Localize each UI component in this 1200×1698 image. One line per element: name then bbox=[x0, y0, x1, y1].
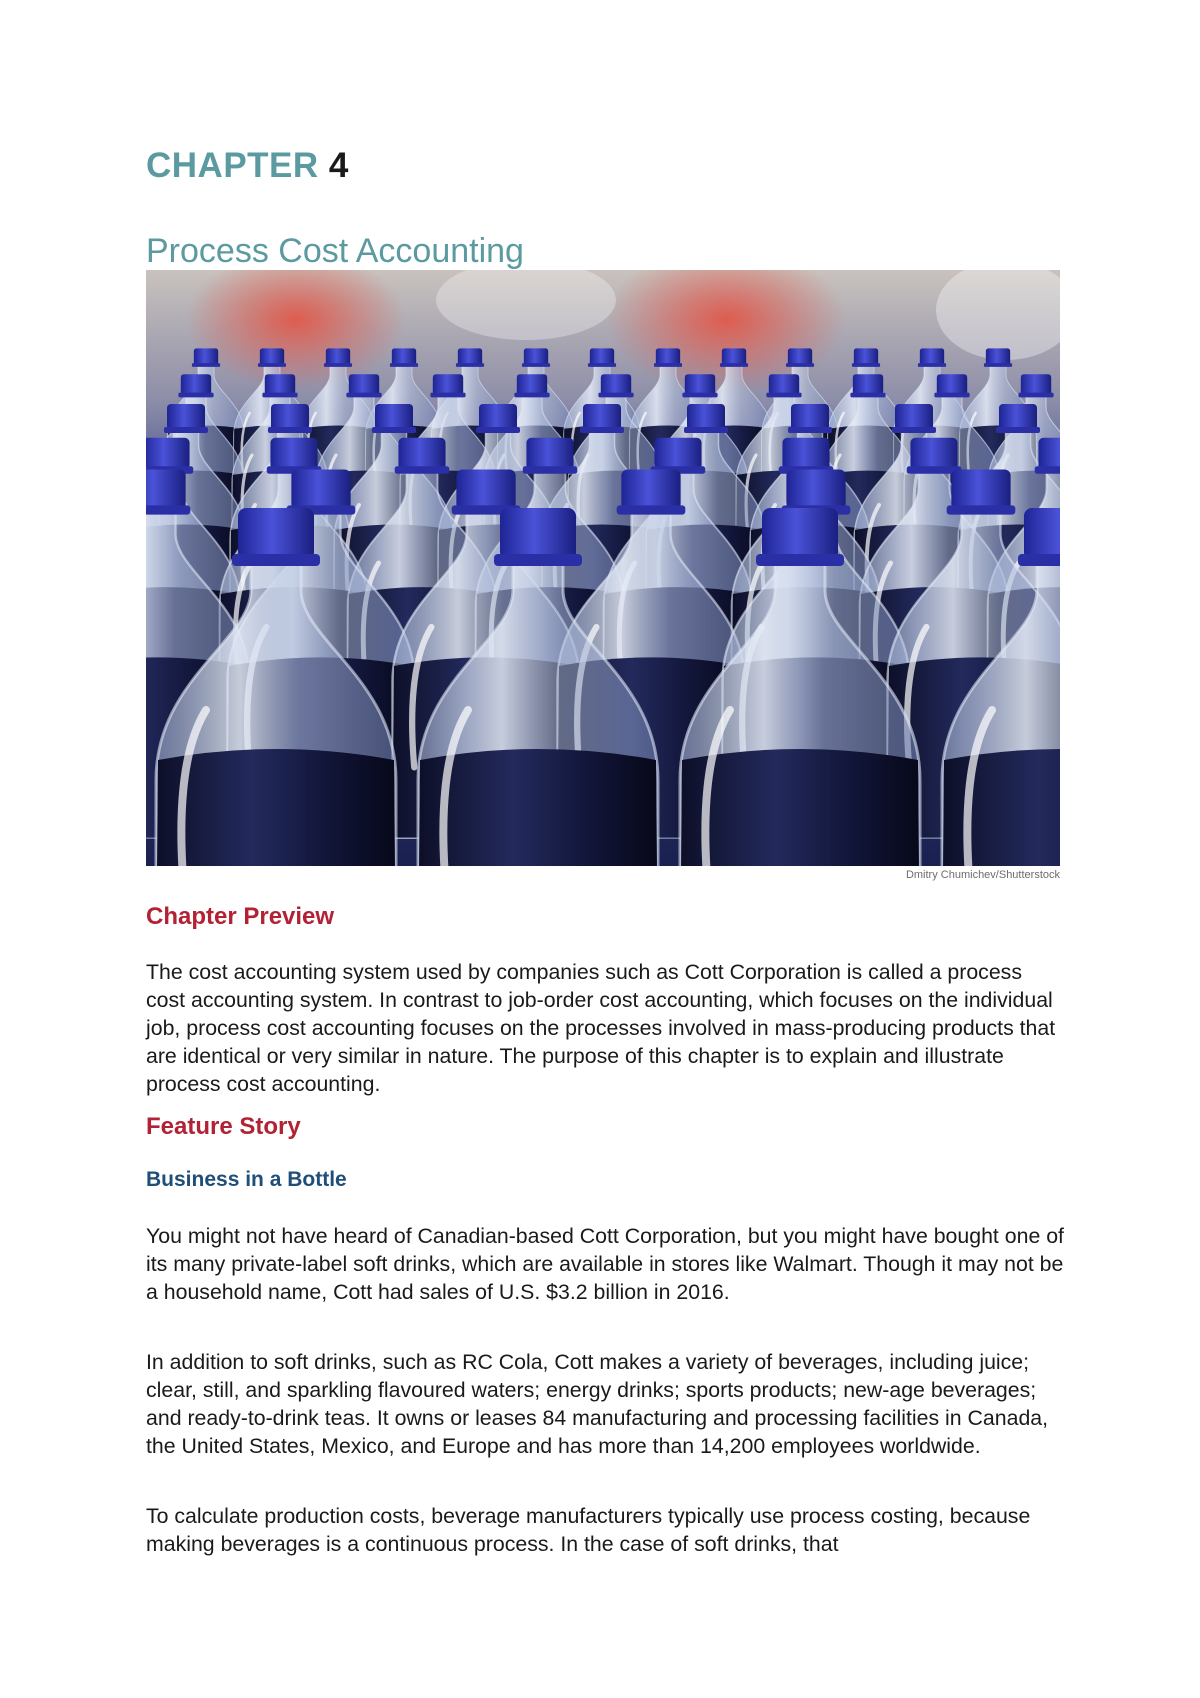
chapter-preview-text: The cost accounting system used by companies such as Cott Corporation is called a process cost accounting system. In contrast to job-order cost accounting, which focuses on the individual job, process cost accounting focuses on the processes involved in mass-producing products that are identical or very similar in nature. The purpose of this chapter is to explain and illustrate process cost accounting. bbox=[146, 960, 1056, 1096]
photo-credit: Dmitry Chumichev/Shutterstock bbox=[905, 869, 1060, 881]
bottles-image bbox=[146, 270, 1060, 866]
feature-paragraph-1: You might not have heard of Canadian-based Cott Corporation, but you might have bought one of its many private-label soft drinks, which are available in stores like Walmart. Though it may not be a household name, Cott had sales of U.S. $3.2 billion in 2016. bbox=[146, 1224, 1064, 1304]
feature-paragraph-2: In addition to soft drinks, such as RC Cola, Cott makes a variety of beverages, including juice; clear, still, and sparkling flavoured waters; energy drinks; sports products; new-age beverages; and ready-to-drink teas. It owns or leases 84 manufacturing and processing facilities in Canada, the United States, Mexico, and Europe and has more than 14,200 employees worldwide. bbox=[146, 1350, 1049, 1458]
chapter-photo bbox=[146, 270, 1060, 866]
chapter-number: 4 bbox=[328, 146, 349, 185]
chapter-preview-heading: Chapter Preview bbox=[146, 903, 335, 930]
feature-story-heading: Feature Story bbox=[146, 1113, 301, 1140]
chapter-title: Process Cost Accounting bbox=[146, 232, 524, 270]
chapter-word: CHAPTER bbox=[146, 146, 319, 185]
feature-story-subheading: Business in a Bottle bbox=[146, 1168, 347, 1191]
chapter-label bbox=[146, 146, 349, 186]
feature-paragraph-3: To calculate production costs, beverage manufacturers typically use process costing, because making beverages is a continuous process. In the case of soft drinks, that bbox=[146, 1504, 1031, 1556]
